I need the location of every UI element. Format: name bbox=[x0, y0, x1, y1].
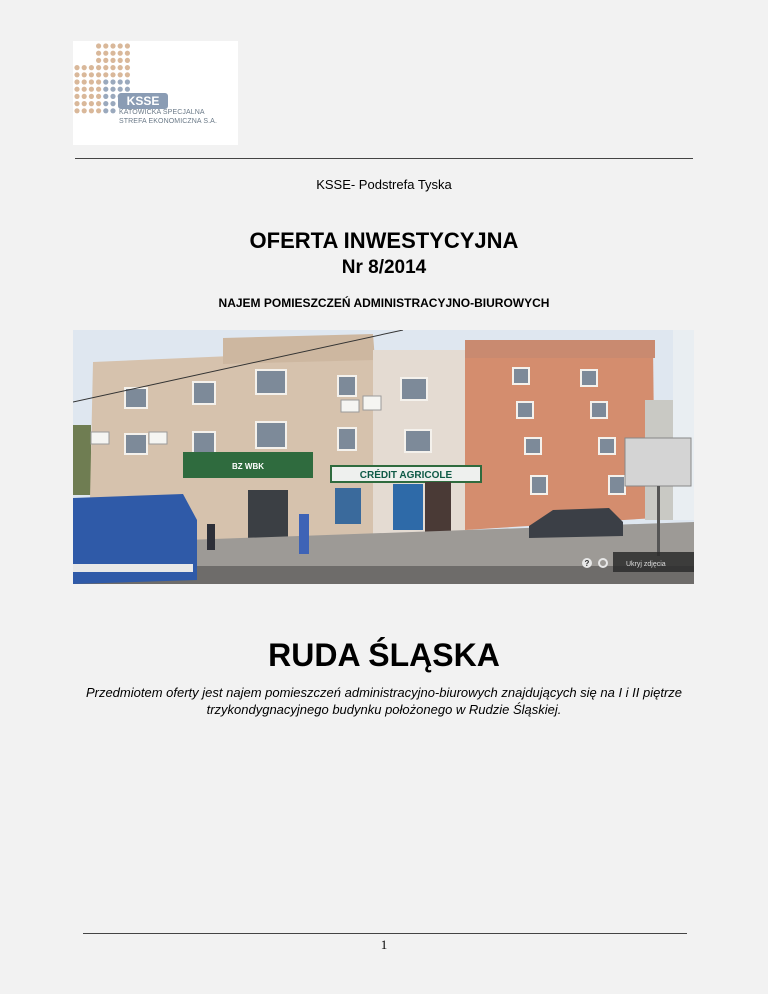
footer-rule bbox=[83, 933, 687, 934]
help-icon[interactable] bbox=[582, 558, 592, 568]
offer-number: Nr 8/2014 bbox=[341, 257, 427, 278]
building-photo bbox=[73, 330, 694, 584]
logo-caption bbox=[119, 109, 217, 126]
page-number: 1 bbox=[380, 937, 388, 952]
logo-line-2: STREFA EKONOMICZNA S.A. bbox=[119, 117, 217, 125]
logo-graphic bbox=[73, 41, 238, 145]
header-rule bbox=[75, 158, 693, 159]
offer-description: Przedmiotem oferty jest najem pomieszczeń administracyjno-biurowych znajdujących się na I i II piętrze trzykondygnacyjnego budynku położonego w Rudzie Śląskiej. bbox=[85, 685, 683, 717]
hide-photos-label[interactable]: Ukryj zdjęcia bbox=[626, 561, 666, 568]
svg-text:?: ? bbox=[584, 559, 590, 568]
ksse-logo bbox=[73, 41, 238, 145]
offer-subject: NAJEM POMIESZCZEŃ ADMINISTRACYJNO-BIUROWYCH bbox=[218, 296, 550, 310]
logo-brand: KSSE bbox=[126, 94, 160, 108]
building-photo-graphic bbox=[73, 330, 694, 584]
bank-sign: CRÉDIT AGRICOLE bbox=[359, 470, 453, 481]
city-name: RUDA ŚLĄSKA bbox=[268, 637, 500, 673]
subzone-label: KSSE- Podstrefa Tyska bbox=[316, 177, 452, 192]
offer-title: OFERTA INWESTYCYJNA bbox=[249, 228, 519, 253]
logo-line-1: KATOWICKA SPECJALNA bbox=[119, 109, 205, 116]
bank-sign-small: BZ WBK bbox=[232, 462, 264, 471]
